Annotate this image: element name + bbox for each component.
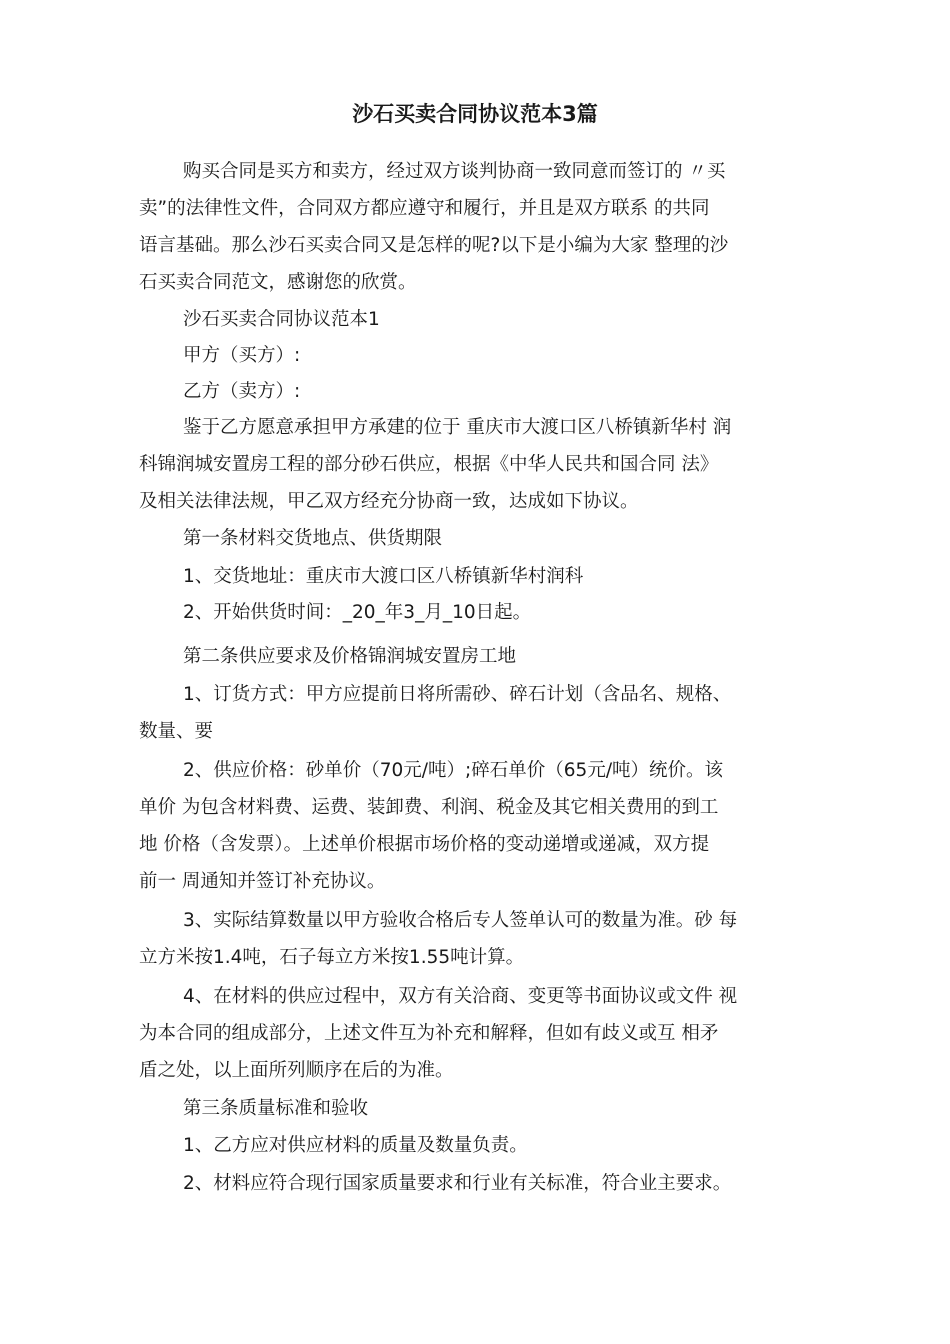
party-a-line: 甲方（买方）: — [183, 345, 301, 366]
body-line: 科锦润城安置房工程的部分砂石供应，根据《中华人民共和国合同 法》 — [139, 454, 719, 475]
body-line: 2、开始供货时间：_20_年3_月_10日起。 — [183, 602, 532, 623]
body-line: 数量、要 — [139, 721, 214, 742]
article-heading: 第一条材料交货地点、供货期限 — [183, 528, 443, 549]
article-heading: 第二条供应要求及价格锦润城安置房工地 — [183, 646, 517, 667]
body-line: 盾之处，以上面所列顺序在后的为准。 — [139, 1060, 454, 1081]
body-line: 语言基础。那么沙石买卖合同又是怎样的呢?以下是小编为大家 整理的沙 — [139, 235, 729, 256]
body-line: 鉴于乙方愿意承担甲方承建的位于 重庆市大渡口区八桥镇新华村 润 — [183, 417, 732, 438]
body-line: 单价 为包含材料费、运费、装卸费、利润、税金及其它相关费用的到工 — [139, 797, 719, 818]
body-line: 4、在材料的供应过程中，双方有关洽商、变更等书面协议或文件 视 — [183, 986, 738, 1007]
body-line: 前一 周通知并签订补充协议。 — [139, 871, 386, 892]
body-line: 2、供应价格：砂单价（70元/吨）;碎石单价（65元/吨）统价。该 — [183, 760, 724, 781]
body-line: 购买合同是买方和卖方，经过双方谈判协商一致同意而签订的 〃买 — [183, 161, 726, 182]
body-line: 石买卖合同范文，感谢您的欣赏。 — [139, 272, 417, 293]
document-title: 沙石买卖合同协议范本3篇 — [352, 102, 598, 126]
article-heading: 第三条质量标准和验收 — [183, 1098, 369, 1119]
body-line: 1、交货地址：重庆市大渡口区八桥镇新华村润科 — [183, 566, 584, 587]
body-line: 地 价格（含发票）。上述单价根据市场价格的变动递增或递减，双方提 — [139, 834, 710, 855]
section-heading: 沙石买卖合同协议范本1 — [183, 309, 380, 330]
body-line: 3、实际结算数量以甲方验收合格后专人签单认可的数量为准。砂 每 — [183, 910, 738, 931]
body-line: 1、乙方应对供应材料的质量及数量负责。 — [183, 1135, 528, 1156]
party-b-line: 乙方（卖方）: — [183, 381, 301, 402]
body-line: 1、订货方式：甲方应提前日将所需砂、碎石计划（含品名、规格、 — [183, 684, 732, 705]
body-line: 卖”的法律性文件，合同双方都应遵守和履行，并且是双方联系 的共同 — [139, 198, 710, 219]
body-line: 2、材料应符合现行国家质量要求和行业有关标准，符合业主要求。 — [183, 1173, 732, 1194]
body-line: 及相关法律法规，甲乙双方经充分协商一致，达成如下协议。 — [139, 491, 639, 512]
body-line: 为本合同的组成部分，上述文件互为补充和解释，但如有歧义或互 相矛 — [139, 1023, 719, 1044]
body-line: 立方米按1.4吨，石子每立方米按1.55吨计算。 — [139, 947, 525, 968]
